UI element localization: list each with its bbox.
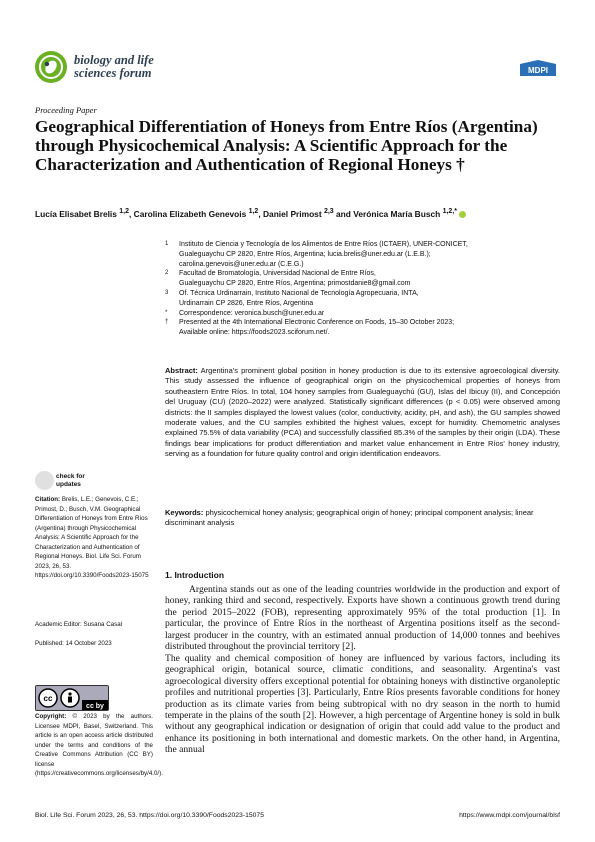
- check-for-updates-button[interactable]: [35, 471, 95, 491]
- citation-block: [35, 495, 153, 581]
- affiliation-line: carolina.genevois@uner.edu.ar (C.E.G.): [179, 260, 304, 268]
- affiliation-mark: †: [165, 319, 169, 326]
- keywords: [165, 508, 560, 529]
- copyright-label: Copyright:: [35, 713, 67, 720]
- affiliation-line: Gualeguaychu CP 2820, Entre Ríos, Argentina; lucia.brelis@uner.edu.ar (L.E.B.);: [179, 250, 431, 258]
- abstract: [165, 366, 560, 460]
- author-name: Daniel Primost: [262, 208, 322, 219]
- cc-by-license-badge[interactable]: [35, 685, 109, 711]
- affiliations: [165, 240, 560, 338]
- affiliation-line: Instituto de Ciencia y Tecnología de los Alimentos de Entre Ríos (ICTAER), UNER-CONICET,: [179, 241, 468, 248]
- journal-name-line2: sciences forum: [74, 66, 152, 80]
- bee-leaf-icon: [35, 51, 67, 83]
- published-date: Published: 14 October 2023: [35, 640, 112, 647]
- affiliation-line: Urdinarrain CP 2826, Entre Ríos, Argentina: [179, 299, 314, 307]
- affiliation-item: [165, 269, 560, 289]
- author-affil-sup: 1,2: [248, 208, 259, 215]
- correspondence-line: Correspondence: veronica.busch@uner.edu.ar: [179, 309, 325, 317]
- conference-line: Presented at the 4th International Electronic Conference on Foods, 15–30 October 2023;: [179, 319, 455, 327]
- author-name: Lucía Elisabet Brelis: [35, 208, 117, 219]
- affiliation-item: [165, 318, 560, 338]
- footer-journal-link[interactable]: https://www.mdpi.com/journal/blsf: [459, 812, 560, 819]
- abstract-label: Abstract:: [165, 366, 198, 375]
- affiliation-mark: 3: [165, 289, 169, 296]
- check-updates-line2: updates: [56, 480, 81, 488]
- affiliation-mark: *: [165, 309, 168, 316]
- section-heading: 1. Introduction: [165, 570, 225, 580]
- article-type: Proceeding Paper: [35, 105, 97, 115]
- affiliation-mark: 2: [165, 270, 169, 277]
- mdpi-logo-text: MDPI: [528, 66, 548, 75]
- page-footer: [35, 812, 560, 819]
- svg-text:cc: cc: [43, 694, 53, 703]
- copyright-block: [35, 712, 163, 779]
- affiliation-line: Facultad de Bromatología, Universidad Nacional de Entre Ríos,: [179, 270, 376, 278]
- affiliation-item: [165, 309, 560, 319]
- check-updates-icon: [35, 471, 54, 490]
- affiliation-line: Of. Técnica Urdinarrain, Instituto Nacional de Tecnología Agropecuaria, INTA,: [179, 289, 419, 297]
- page-title: Geographical Differentiation of Honeys from Entre Ríos (Argentina) through Physicochemical Analysis: A Scientific Approach for the Characterization and Authentication of Regional Honeys †: [35, 117, 538, 174]
- author-affil-sup: 2,3: [323, 208, 334, 215]
- academic-editor: Academic Editor: Susana Casal: [35, 621, 123, 628]
- body-paragraph: The quality and chemical composition of honey are influenced by various factors, including its geographical origin, botanical source, climatic conditions, and seasonality. Argentina's vast agroecological diversity offers exceptional potential for obtaining honeys with distinctive organoleptic profiles and nutritional properties [3]. Particularly, Entre Ríos presents favorable conditions for honey production as its climate varies from being subtropical with no dry season in the north to humid temperate in the plains of the south [2]. However, a high percentage of Argentine honey is sold in bulk without any geographical indication or designation of origin that could add value to the product and enhance its positioning in both international and domestic markets. On the other hand, in Argentina, the annual: [165, 652, 560, 756]
- citation-text: Brelis, L.E.; Genevois, C.E.; Primost, D.; Busch, V.M. Geographical Differentiation of Honeys from Entre Ríos (Argentina) through Physicochemical Analysis: A Scientific Approach for the Characterization and Authentication of Regional Honeys. Biol. Life Sci. Forum 2023, 26, 53. https://doi.org/10.3390/Foods2023-15075: [35, 496, 149, 579]
- author-name: Verónica María Busch: [353, 208, 441, 219]
- conference-link[interactable]: Available online: https://foods2023.sciforum.net/.: [179, 329, 330, 337]
- affiliation-line: Gualeguaychu CP 2820, Entre Ríos, Argentina; primostdanie8@gmail.com: [179, 280, 411, 288]
- abstract-text: Argentina's prominent global position in honey production is due to its extensive agroecological diversity. This study assessed the influence of geographical origin on the physicochemical properties of honeys from southeastern Entre Ríos. In total, 104 honey samples from Gualeguaychú (GU), Islas del Ibicuy (II), and Concepción del Uruguay (CU) (2020–2022) were analyzed. Statistically significant differences (p < 0.05) were observed among districts: the II samples displayed the lowest values (color, conductivity, acidity, pH, and ash), the GU samples showed moderate values, and the CU samples exhibited the highest values, except for humidity. Chemometric analyses explained 75.5% of data variability (PCA) and successfully classified 85.3% of the samples by their origin (LDA). These findings bear implications for product differentiation and market value enhancement in Entre Ríos' honey industry, serving as a foundation for future quality control and origin identification endeavors.: [165, 366, 560, 459]
- journal-logo: [35, 51, 67, 83]
- affiliation-mark: 1: [165, 241, 169, 247]
- author-name: Carolina Elizabeth Genevois: [133, 208, 247, 219]
- author-affil-sup: 1,2,*: [442, 208, 457, 215]
- journal-name: [74, 54, 154, 80]
- keywords-text: physicochemical honey analysis; geographical origin of honey; principal component analysis; linear discriminant analysis: [165, 508, 534, 528]
- mdpi-logo: [518, 60, 558, 78]
- affiliation-item: [165, 240, 560, 269]
- orcid-icon[interactable]: [459, 211, 466, 218]
- affiliation-item: [165, 289, 560, 309]
- journal-name-line1: biology and life: [74, 53, 154, 67]
- author-affil-sup: 1,2: [119, 208, 129, 215]
- copyright-text: © 2023 by the authors. Licensee MDPI, Basel, Switzerland. This article is an open access article distributed under the terms and conditions of the Creative Commons Attribution (CC BY) license (https://creativecommons.org/licenses/by/4.0/).: [35, 713, 163, 777]
- intro-body: [165, 584, 560, 756]
- creative-commons-icon: [36, 686, 108, 710]
- footer-citation: Biol. Life Sci. Forum 2023, 26, 53. https://doi.org/10.3390/Foods2023-15075: [35, 812, 264, 819]
- body-paragraph: Argentina stands out as one of the leading countries worldwide in the production and export of honey, ranking third and second, respectively. Exports have shown a continuous growth trend during the period 2015–2022 (FOB), representing approximately 95% of the total production [1]. In particular, the province of Entre Ríos in the northeast of Argentina positions itself as the second-largest producer in the country, with an estimated annual production of 14,000 tonnes and beehives distributed throughout the provincial territory [2].: [165, 584, 560, 653]
- keywords-label: Keywords:: [165, 508, 204, 517]
- cc-label: cc by: [86, 703, 104, 710]
- citation-label: Citation:: [35, 496, 61, 503]
- check-updates-line1: check for: [56, 473, 85, 480]
- author-list: Lucía Elisabet Brelis $^{1,2}$, Carolina Elizabeth Genevois $^{1,2}$, Daniel Primost $^{2,3}$ and Verónica María Busch $^{1,2,*}$: [35, 208, 575, 219]
